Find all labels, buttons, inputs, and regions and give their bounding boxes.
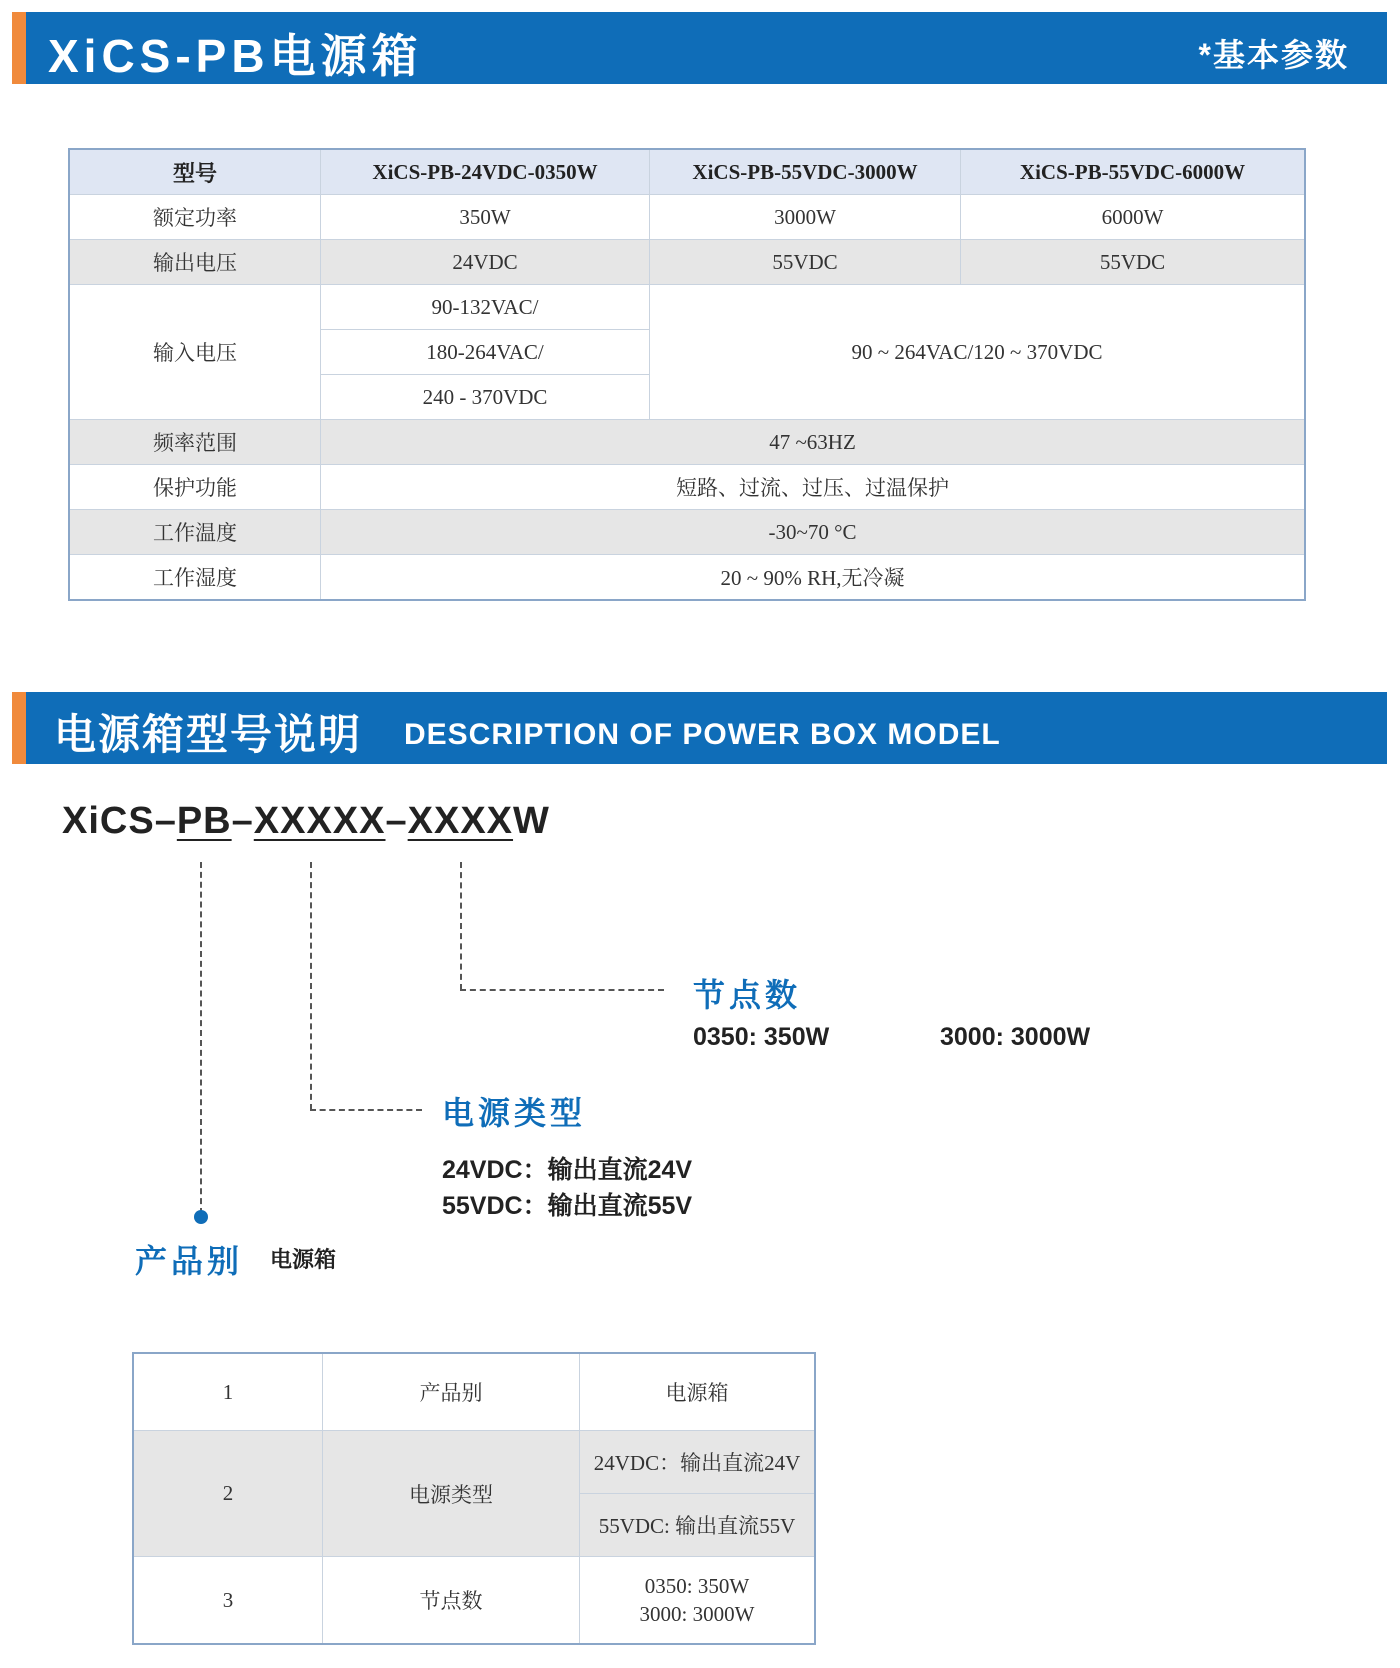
connector-nodes-h xyxy=(460,989,664,991)
model-desc-banner xyxy=(12,692,1387,764)
cell: 24VDC xyxy=(321,240,650,285)
connector-ptype-v xyxy=(310,862,312,1110)
label-output-voltage: 输出电压 xyxy=(69,240,321,285)
basic-params-label: *基本参数 xyxy=(1198,37,1349,73)
desc-name: 产品别 xyxy=(323,1353,580,1431)
model-dash: – xyxy=(385,800,408,842)
cell: 180-264VAC/ xyxy=(321,330,650,375)
model-code xyxy=(62,800,550,843)
label-protection: 保护功能 xyxy=(69,465,321,510)
desc-value: 电源箱 xyxy=(580,1353,816,1431)
row-frequency xyxy=(69,420,1305,465)
desc-no: 1 xyxy=(133,1353,323,1431)
cell: 3000W xyxy=(650,195,961,240)
cell: 20 ~ 90% RH,无冷凝 xyxy=(321,555,1306,601)
nodes-value-b: 3000: 3000W xyxy=(940,1023,1091,1051)
label-input-voltage: 输入电压 xyxy=(69,285,321,420)
model-dash: – xyxy=(231,800,254,842)
cell: 55VDC xyxy=(650,240,961,285)
cell: -30~70 °C xyxy=(321,510,1306,555)
model-suffix: W xyxy=(513,800,550,842)
desc-value: 55VDC: 输出直流55V xyxy=(580,1494,816,1557)
banner-accent xyxy=(12,692,26,764)
desc-no: 3 xyxy=(133,1557,323,1645)
desc-value-line: 3000: 3000W xyxy=(639,1602,755,1626)
desc-value-line: 0350: 350W xyxy=(644,1574,750,1598)
cell: 短路、过流、过压、过温保护 xyxy=(321,465,1306,510)
row-rated-power xyxy=(69,195,1305,240)
row-temperature xyxy=(69,510,1305,555)
header-model-2: XiCS-PB-55VDC-3000W xyxy=(650,149,961,195)
cell: 55VDC xyxy=(961,240,1306,285)
spec-table xyxy=(68,148,1306,601)
desc-name: 节点数 xyxy=(323,1557,580,1645)
page-title: XiCS-PB电源箱 xyxy=(48,30,423,82)
desc-value: 24VDC：输出直流24V xyxy=(580,1431,816,1494)
ptype-title: 电源类型 xyxy=(442,1095,587,1131)
header-model-1: XiCS-PB-24VDC-0350W xyxy=(321,149,650,195)
top-banner xyxy=(12,12,1387,84)
cell: 90-132VAC/ xyxy=(321,285,650,330)
nodes-title: 节点数 xyxy=(693,977,802,1013)
model-power: XXXX xyxy=(407,800,514,842)
desc-row-2 xyxy=(133,1431,815,1494)
desc-name: 电源类型 xyxy=(323,1431,580,1557)
label-temperature: 工作温度 xyxy=(69,510,321,555)
label-frequency: 频率范围 xyxy=(69,420,321,465)
desc-row-1 xyxy=(133,1353,815,1431)
cell: 350W xyxy=(321,195,650,240)
ptype-value-b: 55VDC：输出直流55V xyxy=(442,1192,693,1220)
label-rated-power: 额定功率 xyxy=(69,195,321,240)
ptype-value-a: 24VDC：输出直流24V xyxy=(442,1156,693,1184)
row-protection xyxy=(69,465,1305,510)
model-desc-table xyxy=(132,1352,816,1645)
connector-nodes-v xyxy=(460,862,462,990)
cell: 47 ~63HZ xyxy=(321,420,1306,465)
cell: 240 - 370VDC xyxy=(321,375,650,420)
nodes-value-a: 0350: 350W xyxy=(693,1023,830,1051)
cell: 90 ~ 264VAC/120 ~ 370VDC xyxy=(650,285,1306,420)
connector-product xyxy=(200,862,202,1214)
row-input-voltage xyxy=(69,285,1305,330)
product-title: 产品别 xyxy=(135,1243,244,1279)
section-subtitle: DESCRIPTION OF POWER BOX MODEL xyxy=(404,718,1001,751)
model-pb: PB xyxy=(176,800,232,842)
product-value: 电源箱 xyxy=(270,1247,337,1272)
row-output-voltage xyxy=(69,240,1305,285)
banner-accent xyxy=(12,12,26,84)
row-humidity xyxy=(69,555,1305,601)
desc-row-3 xyxy=(133,1557,815,1645)
label-humidity: 工作湿度 xyxy=(69,555,321,601)
desc-no: 2 xyxy=(133,1431,323,1557)
header-model: 型号 xyxy=(69,149,321,195)
desc-value-multi xyxy=(580,1557,816,1645)
cell: 6000W xyxy=(961,195,1306,240)
connector-dot xyxy=(194,1210,208,1224)
spec-header-row xyxy=(69,149,1305,195)
connector-ptype-h xyxy=(310,1109,422,1111)
header-model-3: XiCS-PB-55VDC-6000W xyxy=(961,149,1306,195)
section-title: 电源箱型号说明 xyxy=(54,711,363,758)
model-prefix: XiCS– xyxy=(62,800,177,842)
model-type: XXXXX xyxy=(253,800,386,842)
